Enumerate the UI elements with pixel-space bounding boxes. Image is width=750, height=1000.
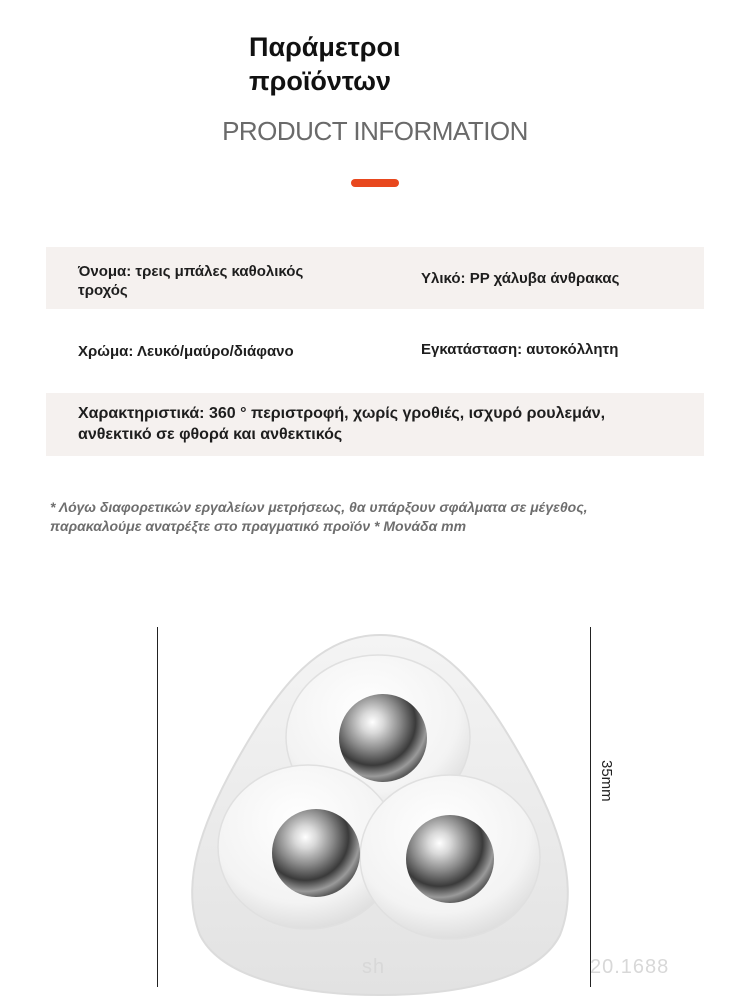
spec-name: Όνομα: τρεις μπάλες καθολικός τροχός	[78, 263, 304, 299]
accent-divider	[351, 179, 399, 187]
steel-ball-left	[272, 809, 360, 897]
spec-row-1	[46, 247, 704, 309]
watermark-left: sh	[362, 956, 386, 978]
spec-features: Χαρακτηριστικά: 360 ° περιστροφή, χωρίς γροθιές, ισχυρό ρουλεμάν, ανθεκτικό σε φθορά και ανθεκτικός	[78, 405, 606, 443]
spec-row-3	[46, 393, 704, 456]
page-subtitle: PRODUCT INFORMATION	[222, 116, 528, 146]
measurement-note: * Λόγω διαφορετικών εργαλείων μετρήσεως, θα υπάρξουν σφάλματα σε μέγεθος, παρακαλούμε ανατρέξτε στο πραγματικό προϊόν * Μονάδα mm	[50, 499, 588, 534]
watermark-right: 20.1688	[590, 956, 670, 978]
page-title: Παράμετροι προϊόντων	[249, 32, 401, 96]
product-photo	[180, 625, 580, 1000]
height-dimension-label: 35mm	[598, 760, 615, 802]
dimension-line-left	[157, 627, 158, 987]
spec-row-2	[46, 325, 704, 375]
spec-color: Χρώμα: Λευκό/μαύρο/διάφανο	[78, 343, 294, 360]
spec-installation: Εγκατάσταση: αυτοκόλλητη	[421, 341, 619, 358]
steel-ball-top	[339, 694, 427, 782]
spec-material: Υλικό: PP χάλυβα άνθρακας	[421, 270, 620, 287]
dimension-line-right	[590, 627, 591, 987]
steel-ball-right	[406, 815, 494, 903]
